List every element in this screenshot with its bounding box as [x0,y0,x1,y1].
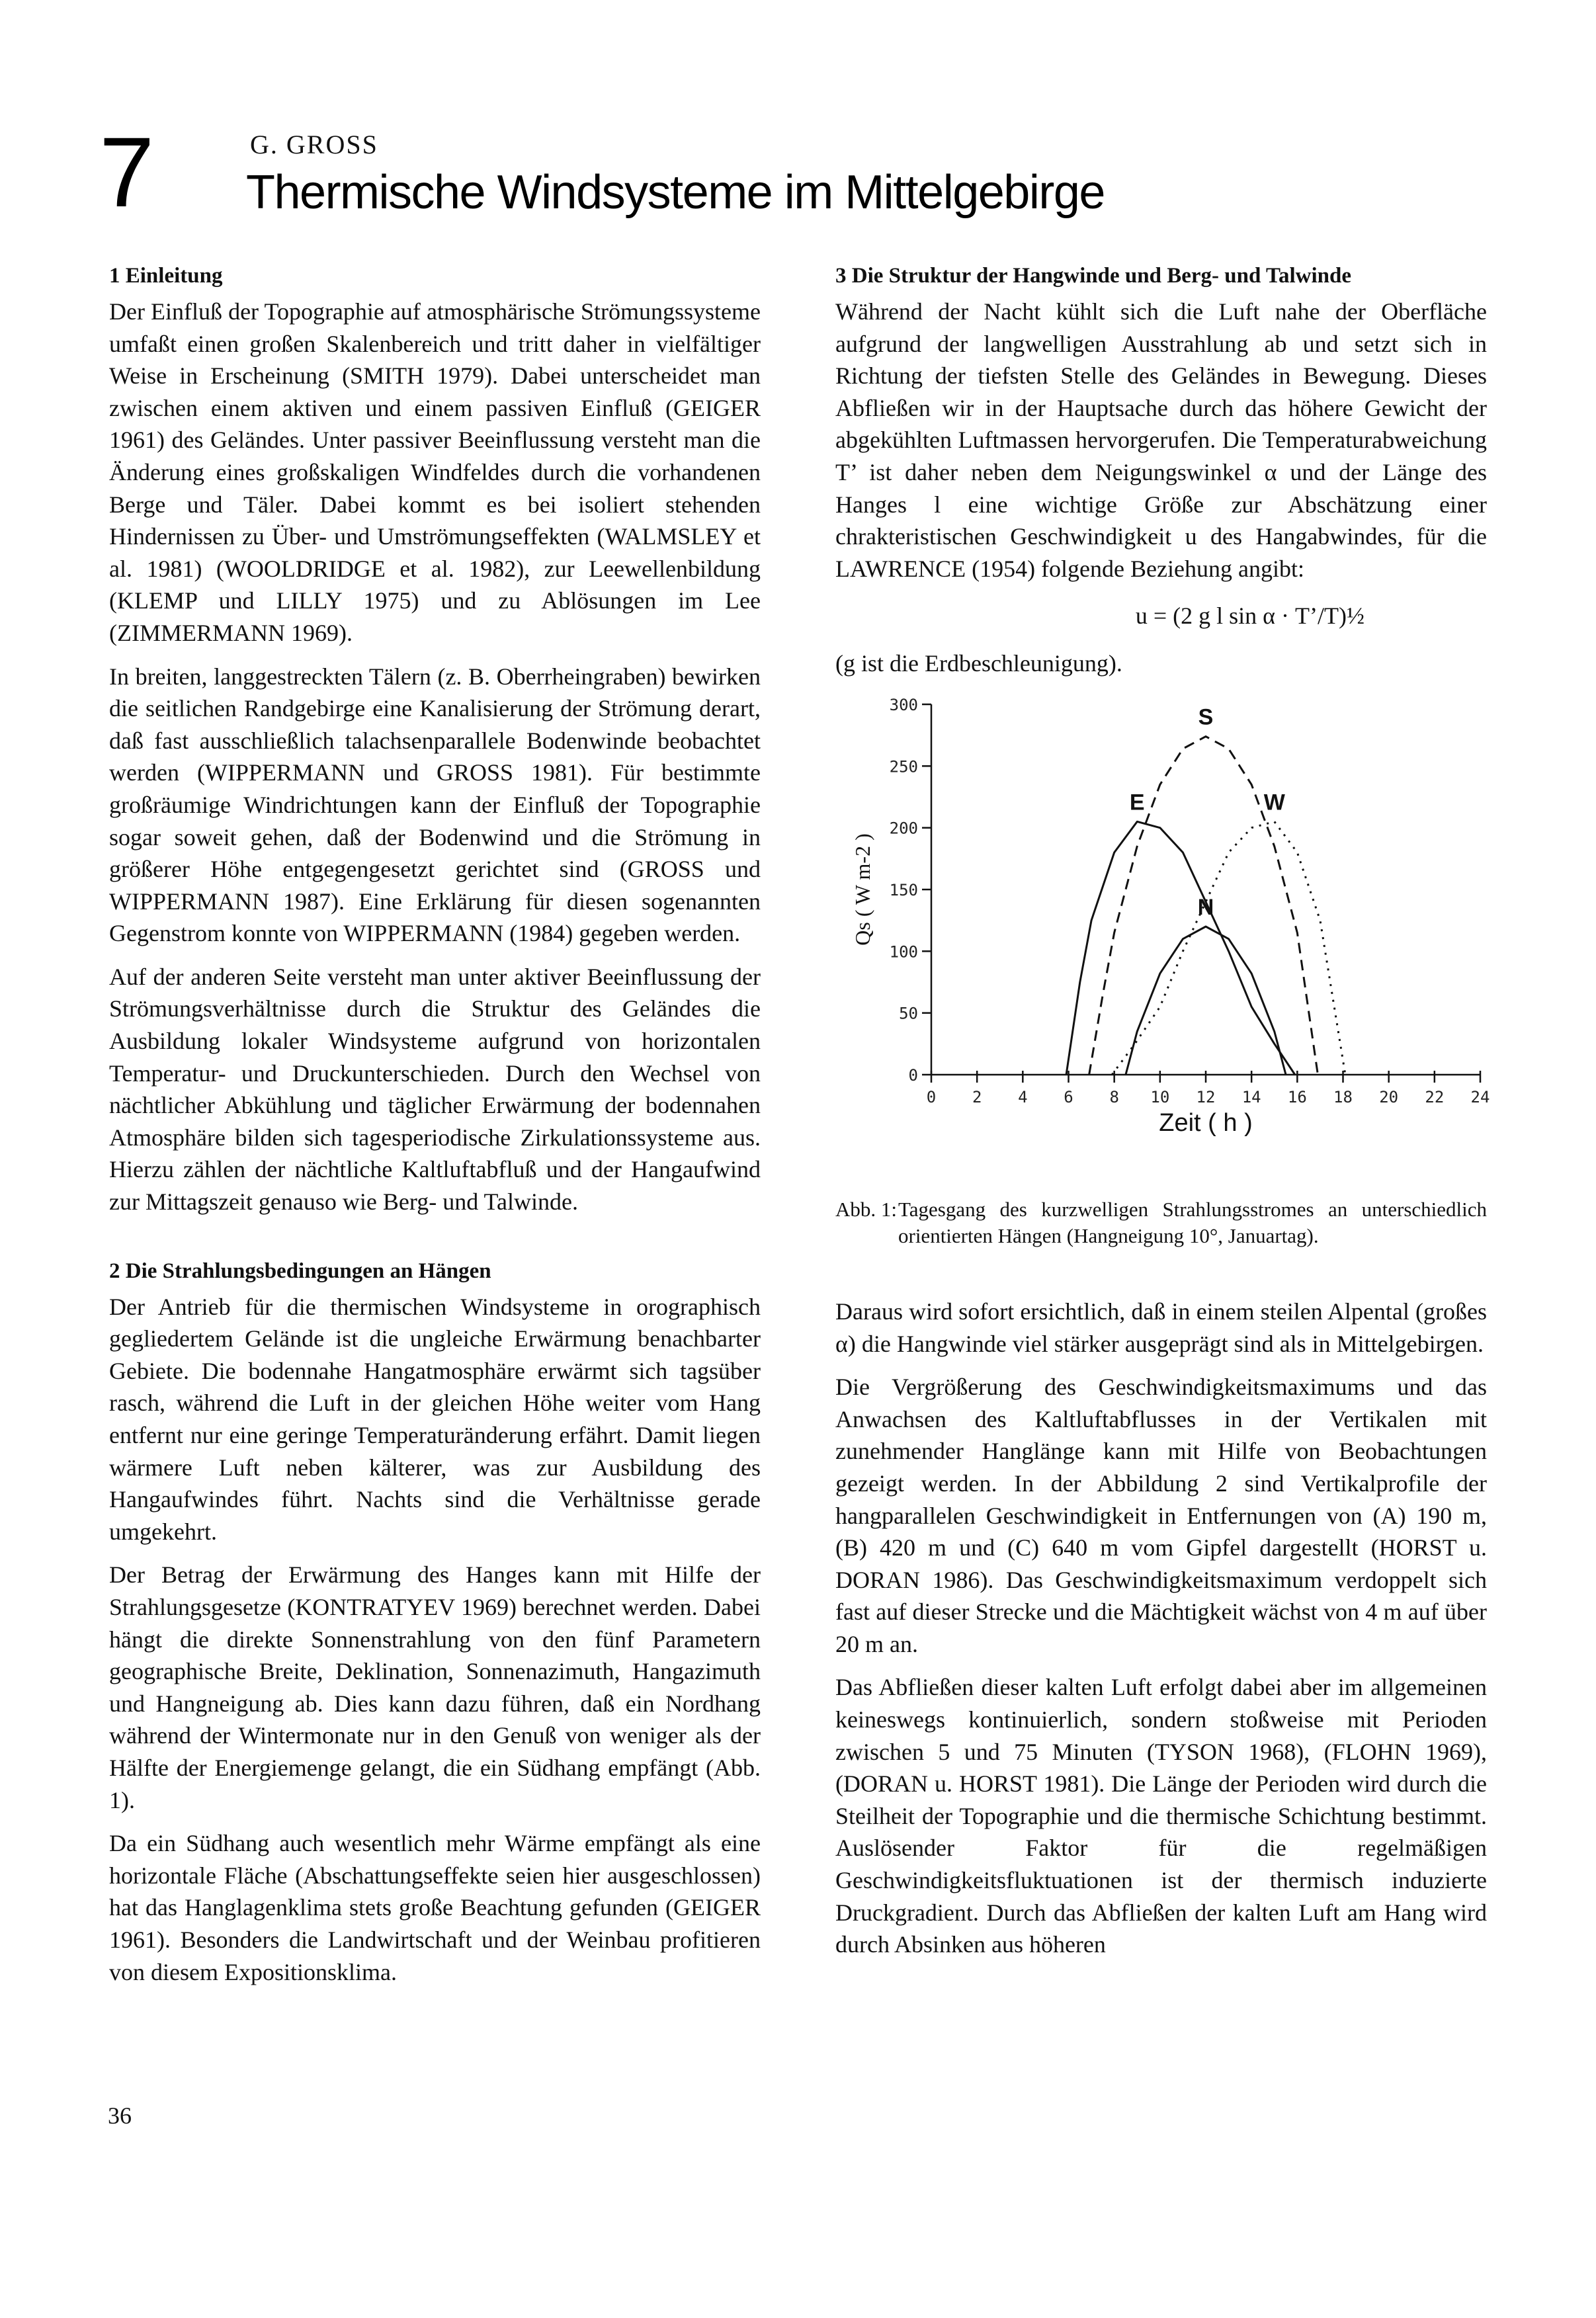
series-e-line [1066,821,1295,1075]
series-n-line [1126,927,1286,1075]
chapter-title: Thermische Windsysteme im Mittelgebirge [246,166,1105,219]
x-tick-label: 18 [1333,1087,1353,1106]
paragraph: In breiten, langgestreckten Tälern (z. B. Oberrheingraben) bewirken die seitlichen Randgebirge eine Kanalisierung der Strömung derart, daß fast ausschließlich talachsenparallele Bodenwinde beobachtet werden (WIPPERMANN und GROSS 1981). Für bestimmte großräumige Windrichtungen kann der Einfluß der Topographie sogar soweit gehen, daß der Bodenwind und die Strömung in größerer Höhe entgegengesetzt gerichtet sind (GROSS und WIPPERMANN 1987). Eine Erklärung für diesen sogenannten Gegenstrom konnte von WIPPERMANN (1984) gegeben werden. [109,663,761,947]
x-tick-label: 8 [1109,1087,1119,1106]
paragraph: Der Einfluß der Topographie auf atmosphärische Strömungssysteme umfaßt einen großen Skalenbereich und tritt daher in vielfältiger Weise in Erscheinung (SMITH 1979). Dabei unterscheidet man zwischen einem aktiven und einem passiven Einfluß (GEIGER 1961) des Geländes. Unter passiver Beeinflussung versteht man die Änderung eines großskaligen Windfeldes durch die vorhandenen Berge und Täler. Dabei kommt es bei isoliert stehenden Hindernissen zu Über- und Umströmungseffekten (WALMSLEY et al. 1981) (WOOLDRIDGE et al. 1982), zur Leewellenbildung (KLEMP und LILLY 1975) und zu Ablösungen im Lee (ZIMMERMANN 1969). [109,298,761,646]
y-tick-label: 50 [899,1004,918,1023]
radiation-chart [835,691,1490,1194]
paragraph: Das Abfließen dieser kalten Luft erfolgt dabei aber im allgemeinen keineswegs kontinuierlich, sondern stoßweise mit Perioden zwischen 5 und 75 Minuten (TYSON 1968), (FLOHN 1969), (DORAN u. HORST 1981). Die Länge der Perioden wird durch die Steilheit der Topographie und die thermische Schichtung bestimmt. Auslösender Faktor für die regelmäßigen Geschwindigkeitsfluktuationen ist der thermisch induzierte Druckgradient. Durch das Abfließen der kalten Luft am Hang wird durch Absinken aus höheren [835,1674,1487,1958]
x-tick-label: 4 [1018,1087,1028,1106]
series-w-label: W [1263,790,1285,815]
x-tick-label: 0 [926,1087,937,1106]
x-tick-label: 16 [1287,1087,1307,1106]
y-tick-label: 250 [889,757,918,776]
page-number: 36 [108,2102,132,2129]
y-tick-label: 150 [889,880,918,899]
x-tick-label: 6 [1064,1087,1073,1106]
y-tick-label: 100 [889,942,918,962]
x-tick-label: 20 [1379,1087,1399,1106]
x-tick-label: 2 [972,1087,982,1106]
author: G. GROSS [250,130,378,159]
y-tick-label: 200 [889,819,918,838]
paragraph: Daraus wird sofort ersichtlich, daß in einem steilen Alpental (großes α) die Hangwinde viel stärker ausgeprägt sind als in Mittelgebirgen. [835,1298,1487,1357]
chapter-number: 7 [99,116,155,228]
caption-label: Abb. 1: [835,1197,897,1221]
figure-caption [835,1196,1487,1249]
paragraph: Der Antrieb für die thermischen Windsysteme in orographisch gegliedertem Gelände ist die ungleiche Erwärmung benachbarter Gebiete. Die bodennahe Hangatmosphäre erwärmt sich tagsüber rasch, während die Luft in der gleichen Höhe weiter vom Hang entfernt nur eine geringe Temperaturänderung erfährt. Damit liegen wärmere Luft neben kälterer, was zur Ausbildung des Hangaufwindes führt. Nachts sind die Verhältnisse gerade umgekehrt. [109,1293,761,1545]
left-column [109,261,761,1999]
caption-text: Tagesgang des kurzwelligen Strahlungsstromes an unterschiedlich orientierten Hängen (Hangneigung 10°, Januartag). [898,1197,1487,1247]
x-tick-label: 10 [1150,1087,1170,1106]
paragraph: Während der Nacht kühlt sich die Luft nahe der Oberfläche aufgrund der langwelligen Ausstrahlung ab und setzt sich in Richtung der tiefsten Stelle des Geländes in Bewegung. Dieses Abfließen wir in der Hauptsache durch das höhere Gewicht der abgekühlten Luftmassen hervorgerufen. Die Temperaturabweichung T’ ist daher neben dem Neigungswinkel α und der Länge des Hanges l eine wichtige Größe zur Abschätzung einer chrakteristischen Geschwindigkeit u des Hangabwindes, für die LAWRENCE (1954) folgende Beziehung angibt: [835,298,1487,582]
series-e-label: E [1129,790,1145,815]
series-n-label: N [1197,894,1214,920]
paragraph: Der Betrag der Erwärmung des Hanges kann mit Hilfe der Strahlungsgesetze (KONTRATYEV 1969) berechnet werden. Dabei hängt die direkte Sonnenstrahlung von den fünf Parametern geographische Breite, Deklination, Sonnenazimuth, Hangazimuth und Hangneigung ab. Dies kann dazu führen, daß ein Nordhang während der Wintermonate nur in den Genuß von weniger als der Hälfte der Energiemenge gelangt, die ein Südhang empfängt (Abb. 1). [109,1561,761,1813]
x-tick-label: 22 [1425,1087,1445,1106]
x-tick-label: 14 [1241,1087,1261,1106]
paragraph: Auf der anderen Seite versteht man unter aktiver Beeinflussung der Strömungsverhältnisse durch die Struktur des Geländes die Ausbildung lokaler Windsysteme aufgrund von horizontalen Temperatur- und Druckunterschieden. Durch den Wechsel von nächtlicher Abkühlung und täglicher Erwärmung der bodennahen Atmosphäre bilden sich tagesperiodische Zirkulationssysteme aus. Hierzu zählen der nächtliche Kaltluftabfluß und der Hangaufwind zur Mittagszeit genauso wie Berg- und Talwinde. [109,963,761,1216]
x-axis-label: Zeit ( h ) [1159,1108,1253,1137]
right-column [835,261,1490,1972]
y-tick-label: 0 [908,1065,918,1085]
x-tick-label: 12 [1196,1087,1216,1106]
paragraph: Da ein Südhang auch wesentlich mehr Wärme empfängt als eine horizontale Fläche (Abschattungseffekte seien hier ausgeschlossen) hat das Hanglagenklima stets große Beachtung gefunden (GEIGER 1961). Besonders die Landwirtschaft und der Weinbau profitieren von diesem Expositionsklima. [109,1830,761,1985]
y-axis-label: Qs ( W m-2 ) [851,833,874,946]
y-tick-label: 300 [889,695,918,714]
formula: u = (2 g l sin α · T’/T)½ [1135,602,1365,630]
section-heading: 3 Die Struktur der Hangwinde und Berg- und Talwinde [835,264,1351,288]
figure-1 [835,691,1490,1194]
x-tick-label: 24 [1470,1087,1490,1106]
series-w-line [1112,821,1345,1075]
section-heading: 1 Einleitung [109,264,223,288]
section-heading: 2 Die Strahlungsbedingungen an Hängen [109,1259,491,1283]
series-s-label: S [1198,704,1214,730]
paragraph: Die Vergrößerung des Geschwindigkeitsmaximums und das Anwachsen des Kaltluftabflusses in der Vertikalen mit zunehmender Hanglänge kann mit Hilfe von Beobachtungen gezeigt werden. In der Abbildung 2 sind Vertikalprofile der hangparallelen Geschwindigkeit in Entfernungen von (A) 190 m, (B) 420 m und (C) 640 m vom Gipfel dargestellt (HORST u. DORAN 1986). Das Geschwindigkeitsmaximum verdoppelt sich fast auf dieser Strecke und die Mächtigkeit wächst von 4 m auf über 20 m an. [835,1374,1487,1657]
formula-note: (g ist die Erdbeschleunigung). [835,650,1122,677]
